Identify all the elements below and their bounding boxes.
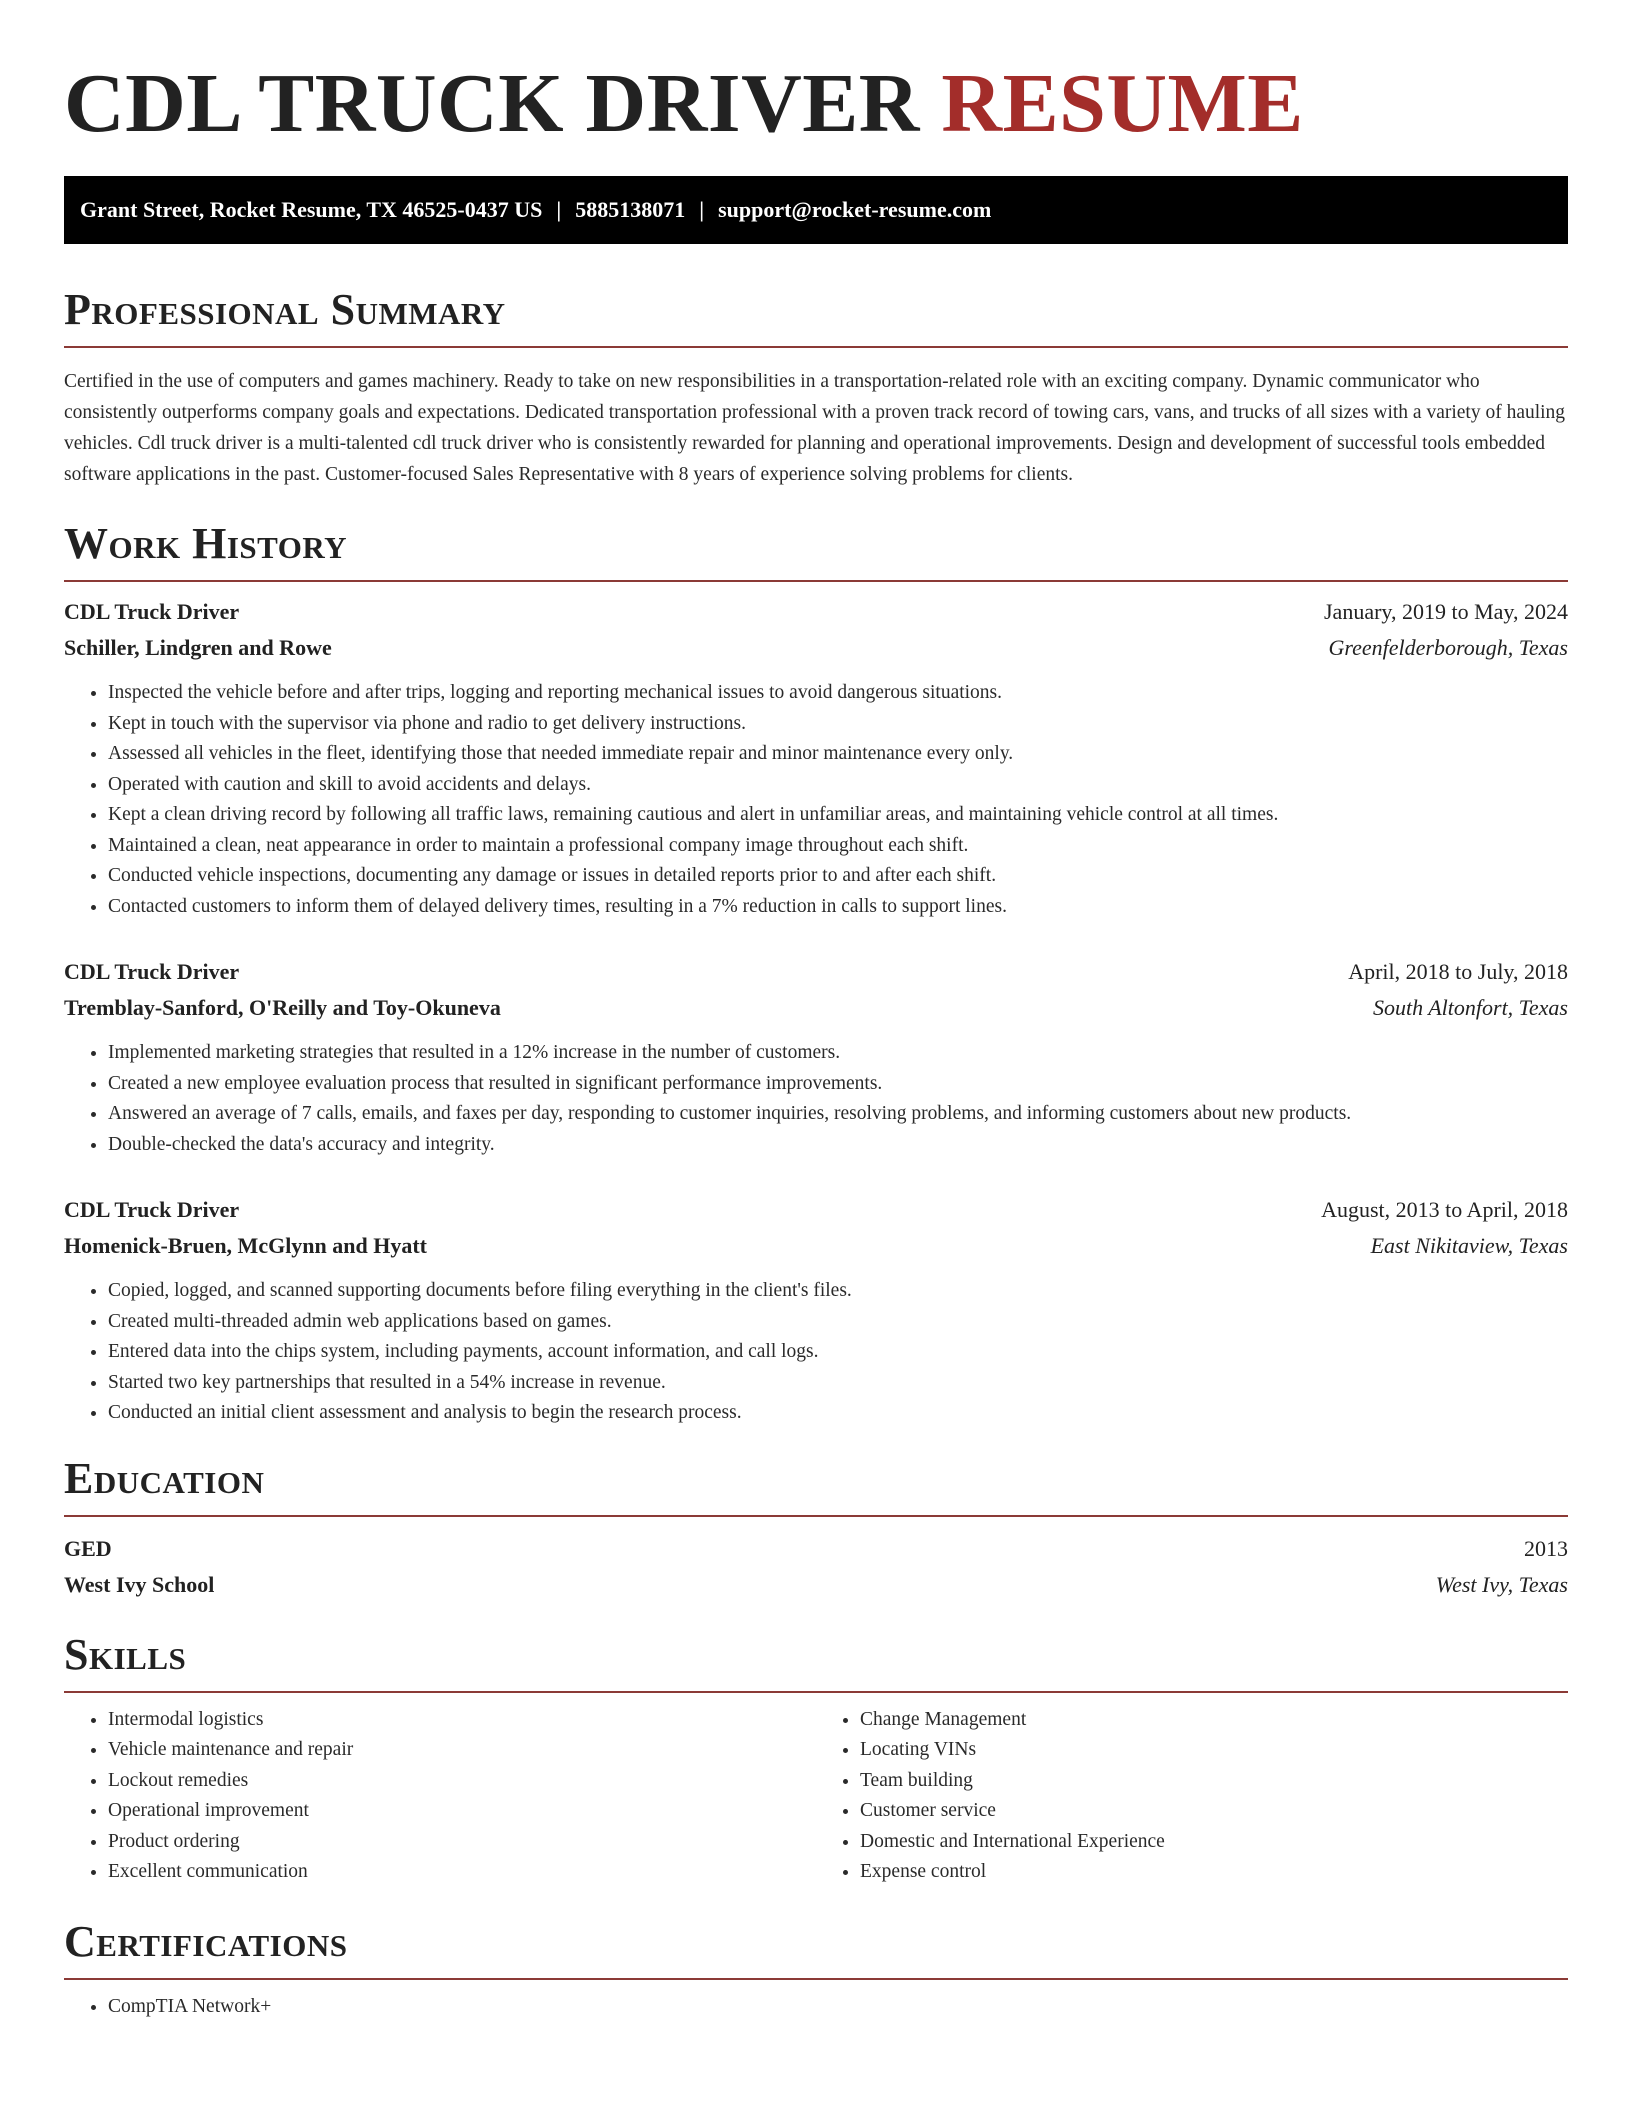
job-row xyxy=(64,1192,1568,1228)
education-degree: GED xyxy=(64,1535,112,1561)
job-duties-list xyxy=(64,1038,1568,1160)
job-company: Homenick-Bruen, McGlynn and Hyatt xyxy=(64,1233,428,1258)
job-duties-list xyxy=(64,678,1568,922)
title-main: CDL TRUCK DRIVER xyxy=(64,57,920,150)
section-divider xyxy=(64,580,1568,582)
job-location: South Altonfort, Texas xyxy=(1373,995,1568,1020)
list-item: • Customer service xyxy=(860,1796,1568,1827)
skills-section xyxy=(64,1629,1568,1888)
contact-address: Grant Street, Rocket Resume, TX 46525-0437 US xyxy=(80,197,543,222)
contact-bar xyxy=(64,176,1568,244)
list-item: • Created multi-threaded admin web applications based on games. xyxy=(108,1307,1568,1338)
summary-heading: Professional Summary xyxy=(64,285,506,334)
list-item: • Operational improvement xyxy=(108,1796,816,1827)
education-school: West Ivy School xyxy=(64,1571,215,1597)
education-year: 2013 xyxy=(1524,1535,1568,1561)
resume-page xyxy=(64,0,1568,2022)
skills-heading: Skills xyxy=(64,1629,187,1679)
contact-phone: 5885138071 xyxy=(575,197,686,222)
list-item: • CompTIA Network+ xyxy=(108,1992,1568,2023)
resume-title xyxy=(64,0,1568,176)
education-heading: Education xyxy=(64,1453,265,1503)
work-history-heading: Work History xyxy=(64,519,348,568)
list-item: • Inspected the vehicle before and after trips, logging and reporting mechanical issues to avoid dangerous situations. xyxy=(108,678,1568,709)
list-item: • Product ordering xyxy=(108,1827,816,1858)
list-item: • Intermodal logistics xyxy=(108,1705,816,1736)
job-entry xyxy=(64,1192,1568,1429)
job-dates: April, 2018 to July, 2018 xyxy=(1348,959,1568,984)
contact-separator: | xyxy=(699,197,705,222)
list-item: • Conducted vehicle inspections, documenting any damage or issues in detailed reports prior to and after each shift. xyxy=(108,861,1568,892)
certifications-section xyxy=(64,1916,1568,2023)
job-company: Tremblay-Sanford, O'Reilly and Toy-Okuneva xyxy=(64,995,501,1020)
job-row xyxy=(64,990,1568,1026)
job-location: East Nikitaview, Texas xyxy=(1370,1233,1568,1258)
skills-list-right xyxy=(816,1705,1568,1888)
job-entry xyxy=(64,954,1568,1160)
list-item: • Domestic and International Experience xyxy=(860,1827,1568,1858)
job-dates: January, 2019 to May, 2024 xyxy=(1324,599,1568,624)
list-item: • Conducted an initial client assessment and analysis to begin the research process. xyxy=(108,1398,1568,1429)
list-item: • Kept a clean driving record by following all traffic laws, remaining cautious and alert in unfamiliar areas, and maintaining vehicle control at all times. xyxy=(108,800,1568,831)
contact-separator: | xyxy=(556,197,562,222)
education-entry xyxy=(64,1531,1568,1603)
skills-list-left xyxy=(64,1705,816,1888)
job-list xyxy=(64,594,1568,1429)
work-history-section xyxy=(64,518,1568,1429)
section-divider xyxy=(64,1978,1568,1980)
contact-email[interactable]: support@rocket-resume.com xyxy=(718,197,992,222)
list-item: • Double-checked the data's accuracy and integrity. xyxy=(108,1130,1568,1161)
job-title: CDL Truck Driver xyxy=(64,959,240,984)
title-accent: RESUME xyxy=(941,57,1304,150)
list-item: • Kept in touch with the supervisor via phone and radio to get delivery instructions. xyxy=(108,709,1568,740)
list-item: • Contacted customers to inform them of delayed delivery times, resulting in a 7% reduction in calls to support lines. xyxy=(108,892,1568,923)
certifications-heading: Certifications xyxy=(64,1916,348,1966)
job-title: CDL Truck Driver xyxy=(64,599,240,624)
job-title: CDL Truck Driver xyxy=(64,1197,240,1222)
section-divider xyxy=(64,1515,1568,1517)
job-row xyxy=(64,954,1568,990)
education-row xyxy=(64,1531,1568,1567)
list-item: • Excellent communication xyxy=(108,1857,816,1888)
job-entry xyxy=(64,594,1568,922)
list-item: • Team building xyxy=(860,1766,1568,1797)
list-item: • Entered data into the chips system, including payments, account information, and call logs. xyxy=(108,1337,1568,1368)
education-location: West Ivy, Texas xyxy=(1435,1571,1568,1597)
list-item: • Answered an average of 7 calls, emails, and faxes per day, responding to customer inquiries, resolving problems, and informing customers about new products. xyxy=(108,1099,1568,1130)
job-duties-list xyxy=(64,1276,1568,1429)
skills-columns xyxy=(64,1693,1568,1888)
list-item: • Operated with caution and skill to avoid accidents and delays. xyxy=(108,770,1568,801)
list-item: • Implemented marketing strategies that resulted in a 12% increase in the number of customers. xyxy=(108,1038,1568,1069)
list-item: • Copied, logged, and scanned supporting documents before filing everything in the client's files. xyxy=(108,1276,1568,1307)
job-dates: August, 2013 to April, 2018 xyxy=(1321,1197,1568,1222)
section-divider xyxy=(64,346,1568,348)
list-item: • Locating VINs xyxy=(860,1735,1568,1766)
summary-section xyxy=(64,284,1568,490)
job-company: Schiller, Lindgren and Rowe xyxy=(64,635,332,660)
education-section xyxy=(64,1453,1568,1603)
job-row xyxy=(64,630,1568,666)
list-item: • Expense control xyxy=(860,1857,1568,1888)
job-row xyxy=(64,594,1568,630)
list-item: • Created a new employee evaluation process that resulted in significant performance improvements. xyxy=(108,1069,1568,1100)
job-row xyxy=(64,1228,1568,1264)
education-row xyxy=(64,1567,1568,1603)
certifications-list xyxy=(64,1992,1568,2023)
list-item: • Started two key partnerships that resulted in a 54% increase in revenue. xyxy=(108,1368,1568,1399)
list-item: • Maintained a clean, neat appearance in order to maintain a professional company image throughout each shift. xyxy=(108,831,1568,862)
summary-text: Certified in the use of computers and games machinery. Ready to take on new responsibilities in a transportation-related role with an exciting company. Dynamic communicator who consistently outperforms company goals and expectations. Dedicated transportation professional with a proven track record of towing cars, vans, and trucks of all sizes with a variety of hauling vehicles. Cdl truck driver is a multi-talented cdl truck driver who is consistently rewarded for planning and operational improvements. Design and development of successful tools embedded software applications in the past. Customer-focused Sales Representative with 8 years of experience solving problems for clients. xyxy=(64,371,1566,485)
list-item: • Change Management xyxy=(860,1705,1568,1736)
list-item: • Vehicle maintenance and repair xyxy=(108,1735,816,1766)
job-location: Greenfelderborough, Texas xyxy=(1328,635,1568,660)
list-item: • Lockout remedies xyxy=(108,1766,816,1797)
list-item: • Assessed all vehicles in the fleet, identifying those that needed immediate repair and minor maintenance every only. xyxy=(108,739,1568,770)
